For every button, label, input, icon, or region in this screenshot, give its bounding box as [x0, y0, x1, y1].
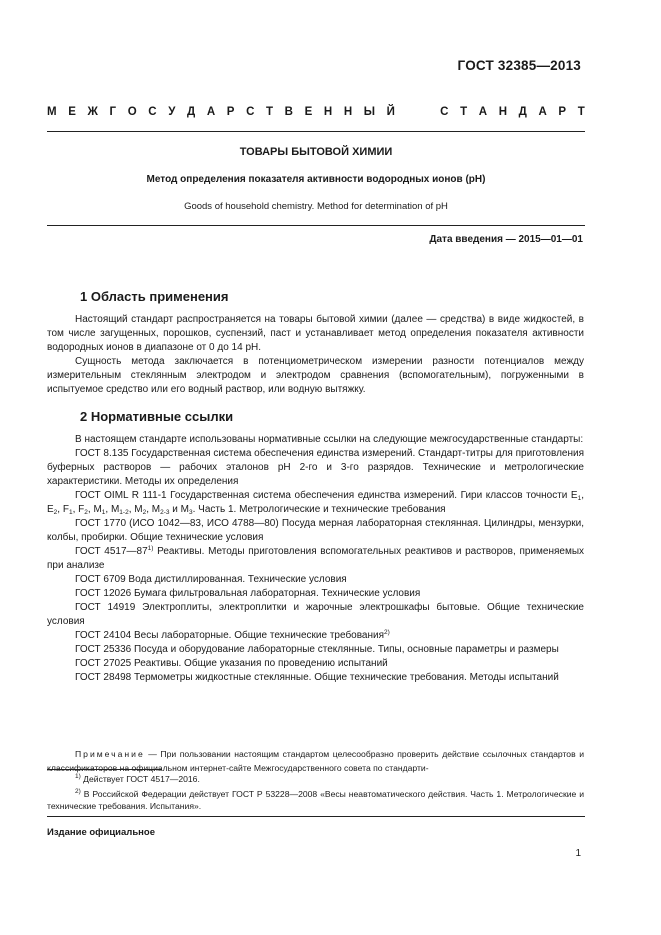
reference-item: ГОСТ 14919 Электроплиты, электроплитки и жарочные электрошкафы бытовые. Общие технические условия: [47, 602, 584, 627]
introduction-date: Дата введения — 2015—01—01: [429, 234, 583, 245]
footnote-divider: [47, 769, 162, 770]
banner-letter: Т: [577, 106, 585, 118]
reference-item: ГОСТ 27025 Реактивы. Общие указания по проведению испытаний: [75, 658, 388, 669]
section-1-heading: 1 Область применения: [80, 289, 229, 304]
banner-letter: Н: [498, 106, 508, 118]
banner-letter: Ж: [87, 106, 98, 118]
banner-gap: [407, 106, 429, 118]
references-intro: В настоящем стандарте использованы нормативные ссылки на следующие межгосударственные стандарты:: [75, 434, 584, 445]
footer-divider: [47, 816, 585, 817]
reference-item: ГОСТ 25336 Посуда и оборудование лабораторные стеклянные. Типы, основные параметры и размеры: [75, 644, 559, 655]
note-text: — При пользовании настоящим стандартом целесообразно проверить действие ссылочных стандартов и классификаторов на официальном интернет-сайте Межгосударственного совета по стандарти-: [47, 749, 584, 773]
document-code: ГОСТ 32385—2013: [457, 58, 581, 73]
section-2-heading: 2 Нормативные ссылки: [80, 409, 234, 424]
reference-item: ГОСТ OIML R 111-1 Государственная система обеспечения единства измерений. Гири классов точности $E_1$, $E_2$, $F_1$, $F_2$, $M_1$, $M_{1-2}$, $M_2$, $M_{2-3}$ и $M_3$. Часть 1. Метрологические и технические требования: [47, 490, 584, 516]
banner-letter: У: [168, 106, 176, 118]
banner-letter: В: [284, 106, 293, 118]
banner-letter: А: [478, 106, 488, 118]
footnote-marker: 1): [147, 545, 154, 552]
title-divider: [47, 225, 585, 226]
banner-letter: Р: [558, 106, 567, 118]
official-edition-label: Издание официальное: [47, 827, 155, 838]
banner-letter: Н: [323, 106, 333, 118]
banner-letter: Д: [518, 106, 527, 118]
reference-item: ГОСТ 24104 Весы лабораторные. Общие технические требования$^{2)}$: [75, 629, 390, 641]
reference-item: ГОСТ 12026 Бумага фильтровальная лабораторная. Технические условия: [75, 588, 421, 599]
page-number: 1: [575, 848, 581, 859]
banner-letter: С: [148, 106, 157, 118]
banner-letter: С: [440, 106, 449, 118]
footnote-1: $^{1)}$ Действует ГОСТ 4517—2016.: [75, 773, 200, 784]
reference-item: ГОСТ 4517—87$^{1)}$ Реактивы. Методы приготовления вспомогательных реактивов и растворов, применяемых при анализе: [47, 545, 585, 571]
interstate-standard-banner: [47, 106, 585, 118]
banner-letter: Г: [109, 106, 117, 118]
banner-letter: А: [538, 106, 547, 118]
method-essence-paragraph: Сущность метода заключается в потенциометрическом измерении разности потенциалов между измерительным стеклянным электродом и электродом сравнения (вспомогательным), погруженными в испытуемое средство или его водный раствор, или водную вытяжку.: [47, 356, 584, 395]
document-subtitle: Метод определения показателя активности водородных ионов (pH): [146, 174, 486, 185]
banner-letter: Р: [226, 106, 235, 118]
section-2-body: [47, 433, 584, 685]
header-divider: [47, 131, 585, 132]
scope-paragraph: Настоящий стандарт распространяется на товары бытовой химии (далее — средства) в виде жидкостей, в том числе загущенных, порошков, суспензий, паст и устанавливает метод определения показателя активности водородных ионов в диапазоне от 0 до 14 pH.: [47, 314, 584, 353]
document-title-english: Goods of household chemistry. Method for determination of pH: [184, 201, 448, 212]
reference-item: ГОСТ 6709 Вода дистиллированная. Технические условия: [75, 574, 347, 585]
note-paragraph: [47, 747, 584, 775]
reference-item: ГОСТ 1770 (ИСО 1042—83, ИСО 4788—80) Посуда мерная лабораторная стеклянная. Цилиндры, мензурки, колбы, пробирки. Общие технические условия: [47, 518, 584, 543]
section-1-body: [47, 313, 584, 397]
footnote-2: $^{2)}$ В Российской Федерации действует ГОСТ Р 53228—2008 «Весы неавтоматического действия. Часть 1. Метрологические и технические требования. Испытания».: [47, 787, 584, 811]
banner-letter: Е: [304, 106, 313, 118]
banner-letter: Ы: [363, 106, 376, 118]
note-label: Примечание: [75, 749, 145, 759]
banner-letter: Е: [68, 106, 76, 118]
footnotes: [47, 773, 584, 815]
banner-letter: С: [246, 106, 255, 118]
banner-letter: Н: [343, 106, 353, 118]
document-title: ТОВАРЫ БЫТОВОЙ ХИМИИ: [239, 146, 393, 158]
banner-letter: О: [127, 106, 137, 118]
reference-item: ГОСТ 8.135 Государственная система обеспечения единства измерений. Стандарт-титры для приготовления буферных растворов — рабочих эталонов pH 2-го и 3-го разрядов. Технические и метрологические характеристики. Методы их определения: [47, 448, 584, 487]
banner-letter: Т: [266, 106, 274, 118]
banner-letter: Д: [187, 106, 196, 118]
footnote-marker: 2): [384, 629, 390, 636]
banner-letter: Т: [460, 106, 468, 118]
banner-letter: М: [47, 106, 57, 118]
banner-letter: Й: [386, 106, 395, 118]
banner-letter: А: [206, 106, 216, 118]
reference-item: ГОСТ 28498 Термометры жидкостные стеклянные. Общие технические требования. Методы испытаний: [75, 672, 559, 683]
